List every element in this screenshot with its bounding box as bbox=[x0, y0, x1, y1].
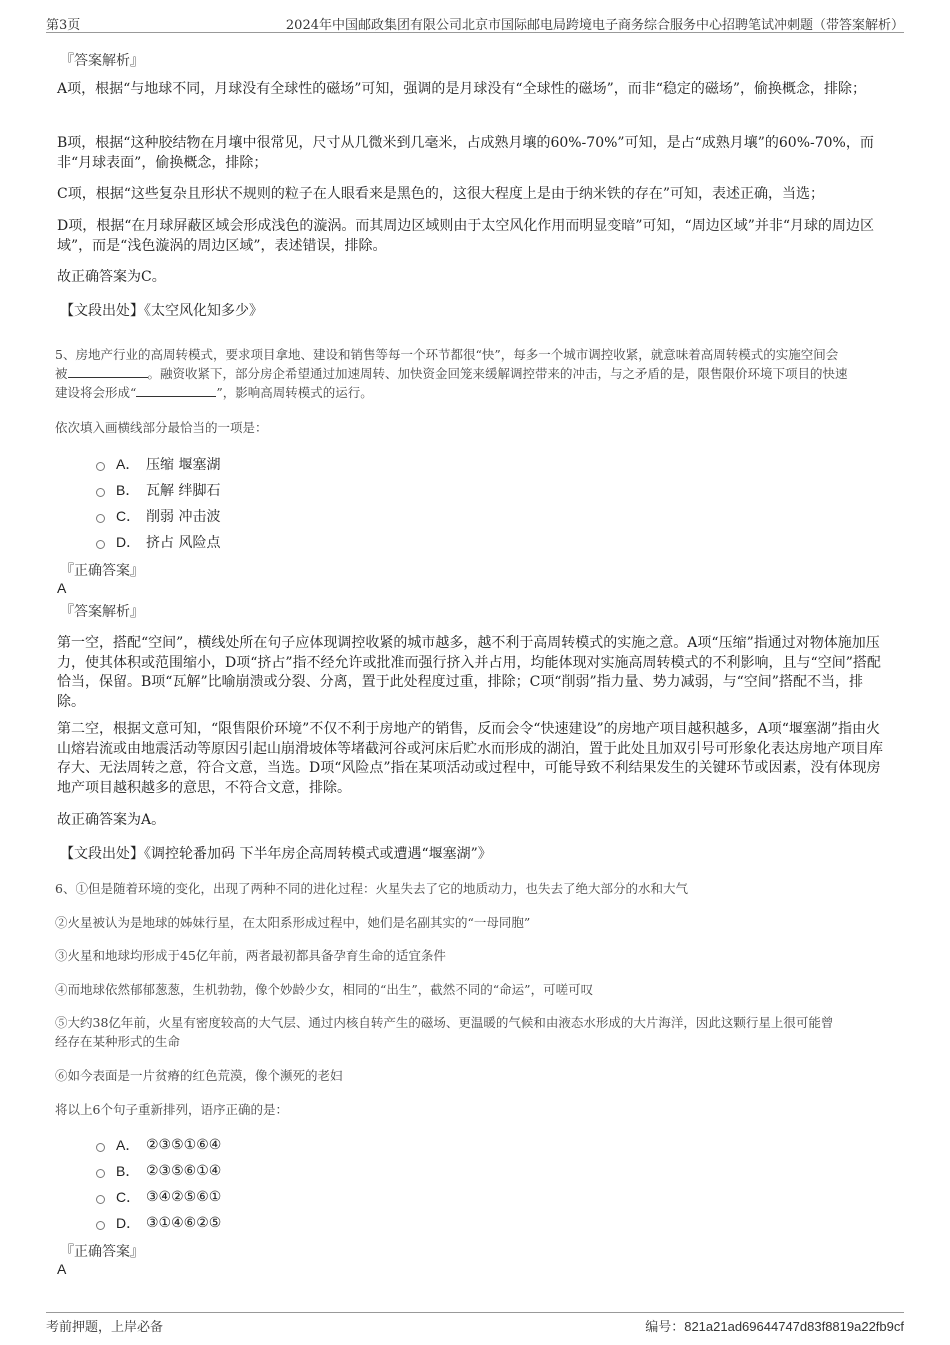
radio-icon[interactable] bbox=[96, 1221, 105, 1230]
q5-stem-line3 bbox=[55, 383, 905, 402]
page-header bbox=[46, 12, 904, 33]
option-label: A． bbox=[116, 1137, 140, 1153]
q5-stem-line2-start: 被 bbox=[55, 366, 68, 381]
q5-answer: A bbox=[57, 580, 67, 596]
q6-option-c[interactable] bbox=[96, 1185, 221, 1209]
q5-stem-line2-end: 。融资收紧下，部分房企希望通过加速周转、加快资金回笼来缓解调控带来的冲击，与之矛盾的是，限售限价环境下项目的快速 bbox=[147, 366, 848, 381]
document-title: 2024年中国邮政集团有限公司北京市国际邮电局跨境电子商务综合服务中心招聘笔试冲刺题（带答案解析） bbox=[285, 18, 904, 33]
q5-option-a[interactable] bbox=[96, 452, 220, 476]
q5-analysis-para2: 第二空，根据文意可知，“限售限价环境”不仅不利于房地产的销售，反而会令“快速建设”的房地产项目越积越多，A项“堰塞湖”指由火山熔岩流或由地震活动等原因引起山崩滑坡体等堵截河谷或河床后贮水而形成的湖泊，置于此处且加双引号可形象化表达房地产项目库存大、无法周转之意，符合文意，当选。D项“风险点”指在某项活动或过程中，可能导致不利结果发生的关键环节或因素，没有体现房地产项目越积越多的意思，不符合文意，排除。 bbox=[57, 721, 883, 796]
radio-icon[interactable] bbox=[96, 514, 105, 523]
q6-sentence-3: ③火星和地球均形成于45亿年前，两者最初都具备孕育生命的适宜条件 bbox=[55, 948, 446, 963]
option-label: D． bbox=[116, 534, 141, 550]
footer-slogan: 考前押题，上岸必备 bbox=[46, 1320, 164, 1335]
q6-option-a[interactable] bbox=[96, 1133, 221, 1157]
option-text: ②③⑤⑥①④ bbox=[146, 1163, 222, 1179]
q5-option-d[interactable] bbox=[96, 530, 220, 554]
q6-answer: A bbox=[57, 1261, 67, 1277]
option-label: C． bbox=[116, 508, 141, 524]
q6-prompt: 将以上6个句子重新排列，语序正确的是： bbox=[55, 1102, 288, 1117]
q5-stem-line3-end: ”，影响高周转模式的运行。 bbox=[216, 385, 373, 400]
q5-stem bbox=[55, 345, 905, 402]
option-text: 压缩 堰塞湖 bbox=[146, 457, 221, 473]
q6-sentence-5-line1: ⑤大约38亿年前，火星有密度较高的大气层、通过内核自转产生的磁场、更温暖的气候和由液态水形成的大片海洋，因此这颗行星上很可能曾 bbox=[55, 1015, 834, 1030]
q6-sentence-6: ⑥如今表面是一片贫瘠的红色荒漠，像个濒死的老妇 bbox=[55, 1068, 343, 1083]
radio-icon[interactable] bbox=[96, 1143, 105, 1152]
q6-option-d[interactable] bbox=[96, 1211, 221, 1235]
radio-icon[interactable] bbox=[96, 540, 105, 549]
q5-stem-line2 bbox=[55, 364, 905, 383]
q5-conclusion: 故正确答案为A。 bbox=[57, 812, 166, 828]
option-label: B． bbox=[116, 482, 140, 498]
option-text: 瓦解 绊脚石 bbox=[146, 483, 221, 499]
radio-icon[interactable] bbox=[96, 462, 105, 471]
page-number: 第3页 bbox=[46, 18, 81, 33]
option-text: 削弱 冲击波 bbox=[146, 509, 221, 525]
q6-answer-heading: 『正确答案』 bbox=[60, 1244, 144, 1260]
q4-analysis-c: C项，根据“这些复杂且形状不规则的粒子在人眼看来是黑色的，这很大程度上是由于纳米铁的存在”可知，表述正确，当选； bbox=[57, 186, 825, 202]
q5-source: 【文段出处】《调控轮番加码 下半年房企高周转模式或遭遇“堰塞湖”》 bbox=[60, 846, 492, 862]
option-text: ②③⑤①⑥④ bbox=[146, 1137, 222, 1153]
option-text: ③④②⑤⑥① bbox=[146, 1189, 222, 1205]
option-text: 挤占 风险点 bbox=[146, 535, 221, 551]
q4-conclusion: 故正确答案为C。 bbox=[57, 269, 166, 285]
q6-sentence-2: ②火星被认为是地球的姊妹行星，在太阳系形成过程中，她们是名副其实的“一母同胞” bbox=[55, 915, 531, 930]
q6-sentence-4: ④而地球依然郁郁葱葱，生机勃勃，像个妙龄少女，相同的“出生”，截然不同的“命运”，可嗟可叹 bbox=[55, 982, 594, 997]
q5-option-b[interactable] bbox=[96, 478, 220, 502]
q6-options bbox=[96, 1133, 221, 1235]
q6-sentence-5-line2: 经存在某种形式的生命 bbox=[55, 1034, 181, 1049]
q4-analysis-d: D项，根据“在月球屏蔽区域会形成浅色的漩涡。而其周边区域则由于太空风化作用而明显变暗”可知，“周边区域”并非“月球的周边区域”，而是“浅色漩涡的周边区域”，表述错误，排除。 bbox=[57, 218, 875, 254]
q5-stem-line3-start: 建设将会形成“ bbox=[55, 385, 137, 400]
page-footer bbox=[46, 1312, 904, 1335]
option-text: ③①④⑥②⑤ bbox=[146, 1215, 222, 1231]
radio-icon[interactable] bbox=[96, 1195, 105, 1204]
radio-icon[interactable] bbox=[96, 488, 105, 497]
q6-sentence-5 bbox=[55, 1013, 905, 1051]
q5-options bbox=[96, 452, 220, 554]
q6-sentence-1: 6、①但是随着环境的变化，出现了两种不同的进化过程：火星失去了它的地质动力，也失去了绝大部分的水和大气 bbox=[55, 881, 688, 896]
q4-analysis-b: B项，根据“这种胶结物在月壤中很常见，尺寸从几微米到几毫米，占成熟月壤的60%-70%”可知，是占“成熟月壤”的60%-70%，而非“月球表面”，偷换概念，排除； bbox=[57, 135, 874, 171]
q4-analysis-heading: 『答案解析』 bbox=[60, 53, 144, 69]
q6-option-b[interactable] bbox=[96, 1159, 221, 1183]
q5-answer-heading: 『正确答案』 bbox=[60, 563, 144, 579]
document-id: 编号：821a21ad69644747d83f8819a22fb9cf bbox=[645, 1319, 904, 1334]
q5-blank-1 bbox=[68, 365, 148, 378]
option-label: C． bbox=[116, 1189, 141, 1205]
q4-source: 【文段出处】《太空风化知多少》 bbox=[60, 303, 263, 319]
radio-icon[interactable] bbox=[96, 1169, 105, 1178]
option-label: B． bbox=[116, 1163, 140, 1179]
q4-analysis-a: A项，根据“与地球不同，月球没有全球性的磁场”可知，强调的是月球没有“全球性的磁场”，而非“稳定的磁场”，偷换概念，排除； bbox=[57, 81, 867, 97]
q5-prompt: 依次填入画横线部分最恰当的一项是： bbox=[55, 420, 268, 435]
option-label: A． bbox=[116, 456, 140, 472]
option-label: D． bbox=[116, 1215, 141, 1231]
q5-option-c[interactable] bbox=[96, 504, 220, 528]
q5-analysis-heading: 『答案解析』 bbox=[60, 604, 144, 620]
q5-blank-2 bbox=[136, 384, 216, 397]
q5-analysis-para1: 第一空，搭配“空间”，横线处所在句子应体现调控收紧的城市越多，越不利于高周转模式的实施之意。A项“压缩”指通过对物体施加压力，使其体积或范围缩小，D项“挤占”指不经允许或批准而强行挤入并占用，均能体现对实施高周转模式的不利影响，且与“空间”搭配恰当，保留。B项“瓦解”比喻崩溃或分裂、分离，置于此处程度过重，排除；C项“削弱”指力量、势力减弱，与“空间”搭配不当，排除。 bbox=[57, 635, 881, 710]
q5-stem-line1: 5、房地产行业的高周转模式，要求项目拿地、建设和销售等每一个环节都很“快”，每多一个城市调控收紧，就意味着高周转模式的实施空间会 bbox=[55, 347, 839, 362]
